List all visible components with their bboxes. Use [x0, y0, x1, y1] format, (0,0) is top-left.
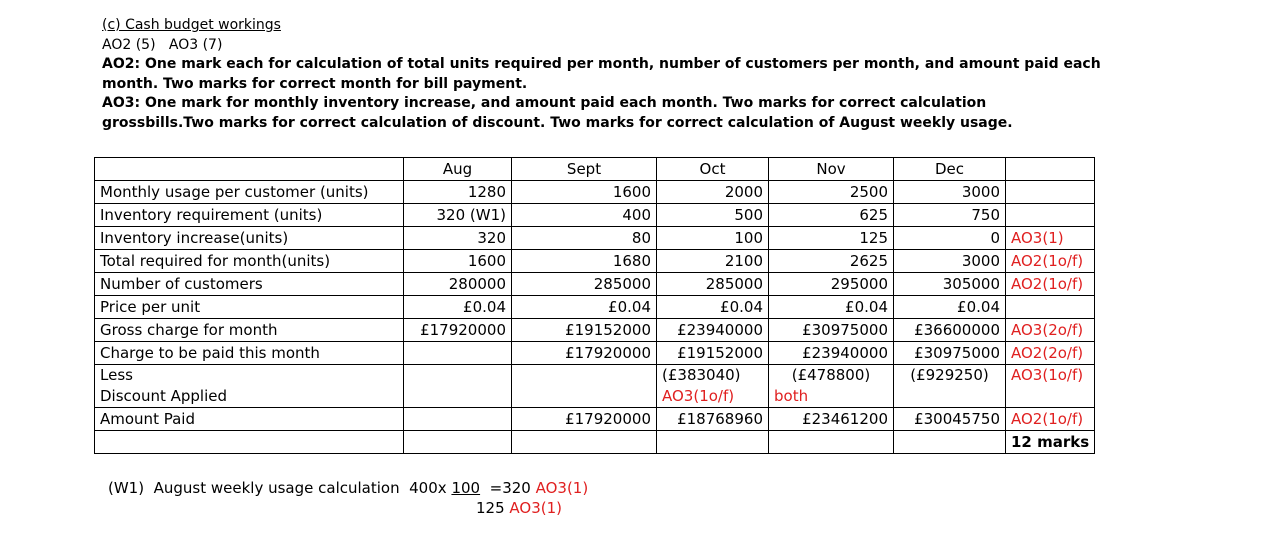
cell-aug [404, 365, 512, 408]
nov-discount-value: (£478800) [791, 366, 871, 384]
mark-note: AO2(1o/f) [1006, 408, 1095, 431]
cell-aug: 320 [404, 227, 512, 250]
cell-nov: £23461200 [769, 408, 894, 431]
row-label: Inventory increase(units) [95, 227, 404, 250]
cell-aug: 280000 [404, 273, 512, 296]
cell-aug [404, 342, 512, 365]
discount-row [95, 365, 1095, 408]
cell-sept: £19152000 [512, 319, 657, 342]
oct-discount-value: (£383040) [662, 366, 741, 384]
mark-note: AO2(1o/f) [1006, 250, 1095, 273]
cell-sept: £17920000 [512, 408, 657, 431]
working-numerator: 100 [451, 479, 481, 497]
cell-dec-discount [894, 365, 1006, 408]
oct-discount-note: AO3(1o/f) [662, 387, 735, 405]
column-header-dec: Dec [894, 158, 1006, 181]
column-header-nov: Nov [769, 158, 894, 181]
table-row [95, 319, 1095, 342]
column-header-oct: Oct [657, 158, 769, 181]
total-marks-row [95, 431, 1095, 454]
blank-cell [404, 431, 512, 454]
row-label: Inventory requirement (units) [95, 204, 404, 227]
cell-oct: £0.04 [657, 296, 769, 319]
blank-cell [769, 431, 894, 454]
total-marks: 12 marks [1006, 431, 1095, 454]
discount-label-less: Less [100, 366, 133, 384]
mark-note: AO3(2o/f) [1006, 319, 1095, 342]
row-label: Charge to be paid this month [95, 342, 404, 365]
working-denominator-note: AO3(1) [509, 499, 563, 517]
table-row [95, 273, 1095, 296]
cell-nov: 125 [769, 227, 894, 250]
column-header-notes [1006, 158, 1095, 181]
working-w1 [108, 478, 589, 517]
mark-note: AO3(1) [1006, 227, 1095, 250]
cell-nov: 295000 [769, 273, 894, 296]
cell-aug [404, 408, 512, 431]
table-row [95, 342, 1095, 365]
cell-aug: £0.04 [404, 296, 512, 319]
row-label: Price per unit [95, 296, 404, 319]
marking-header [102, 16, 1102, 133]
blank-cell [512, 431, 657, 454]
amount-paid-row [95, 408, 1095, 431]
cell-nov-discount [769, 365, 894, 408]
cell-aug: 1280 [404, 181, 512, 204]
row-label: Gross charge for month [95, 319, 404, 342]
row-label: Total required for month(units) [95, 250, 404, 273]
cell-aug: 1600 [404, 250, 512, 273]
working-multiplier: 400x [409, 479, 447, 497]
column-header-aug: Aug [404, 158, 512, 181]
blank-cell [657, 431, 769, 454]
working-row2 [476, 498, 562, 518]
nov-discount-note: both [774, 387, 809, 405]
cell-dec: £0.04 [894, 296, 1006, 319]
cell-dec: 305000 [894, 273, 1006, 296]
header-blank-cell [95, 158, 404, 181]
dec-discount-value: (£929250) [910, 366, 989, 384]
cell-oct: £19152000 [657, 342, 769, 365]
cell-oct: £23940000 [657, 319, 769, 342]
cell-oct-discount [657, 365, 769, 408]
cell-aug: £17920000 [404, 319, 512, 342]
column-header-sept: Sept [512, 158, 657, 181]
working-denominator: 125 [476, 499, 505, 517]
cell-nov: 625 [769, 204, 894, 227]
blank-cell [894, 431, 1006, 454]
cell-aug: 320 (W1) [404, 204, 512, 227]
mark-note: AO2(2o/f) [1006, 342, 1095, 365]
working-result: =320 [489, 479, 531, 497]
mark-note [1006, 204, 1095, 227]
table-row [95, 181, 1095, 204]
mark-note [1006, 181, 1095, 204]
cell-sept: 285000 [512, 273, 657, 296]
mark-note: AO2(1o/f) [1006, 273, 1095, 296]
blank-cell [95, 431, 404, 454]
cell-nov: 2625 [769, 250, 894, 273]
cell-sept: 1680 [512, 250, 657, 273]
cell-oct: 2100 [657, 250, 769, 273]
table-header-row [95, 158, 1095, 181]
cell-oct: 100 [657, 227, 769, 250]
cell-dec: 0 [894, 227, 1006, 250]
working-label: (W1) August weekly usage calculation [108, 479, 400, 497]
cell-dec: £30975000 [894, 342, 1006, 365]
cell-dec: 750 [894, 204, 1006, 227]
cell-nov: 2500 [769, 181, 894, 204]
cell-sept: 80 [512, 227, 657, 250]
cell-nov: £0.04 [769, 296, 894, 319]
cell-sept: 1600 [512, 181, 657, 204]
cell-nov: £30975000 [769, 319, 894, 342]
cell-sept: £0.04 [512, 296, 657, 319]
cell-oct: 500 [657, 204, 769, 227]
cell-oct: 285000 [657, 273, 769, 296]
ao3-criteria: AO3: One mark for monthly inventory increase, and amount paid each month. Two marks for correct calculation grossbills.Two marks for correct calculation of discount. Two marks for correct calculation of August weekly usage. [102, 95, 1013, 131]
cell-oct: £18768960 [657, 408, 769, 431]
cell-dec: £30045750 [894, 408, 1006, 431]
row-label: Number of customers [95, 273, 404, 296]
working-row1 [108, 478, 588, 498]
table-row [95, 296, 1095, 319]
cell-dec: 3000 [894, 250, 1006, 273]
ao2-criteria: AO2: One mark each for calculation of total units required per month, number of customers per month, and amount paid each month. Two marks for correct month for bill payment. [102, 56, 1101, 92]
section-title: (c) Cash budget workings [102, 17, 281, 33]
table-row [95, 250, 1095, 273]
cash-budget-table [94, 157, 1095, 454]
mark-note: AO3(1o/f) [1006, 365, 1095, 408]
discount-label [95, 365, 404, 408]
cell-dec: 3000 [894, 181, 1006, 204]
mark-note [1006, 296, 1095, 319]
row-label: Monthly usage per customer (units) [95, 181, 404, 204]
cell-nov: £23940000 [769, 342, 894, 365]
working-result-note: AO3(1) [535, 479, 589, 497]
table-row [95, 227, 1095, 250]
table-row [95, 204, 1095, 227]
cell-oct: 2000 [657, 181, 769, 204]
row-label: Amount Paid [95, 408, 404, 431]
cell-sept [512, 365, 657, 408]
cell-sept: 400 [512, 204, 657, 227]
cell-sept: £17920000 [512, 342, 657, 365]
cell-dec: £36600000 [894, 319, 1006, 342]
discount-label-applied: Discount Applied [100, 387, 228, 405]
ao-summary: AO2 (5) AO3 (7) [102, 36, 223, 53]
